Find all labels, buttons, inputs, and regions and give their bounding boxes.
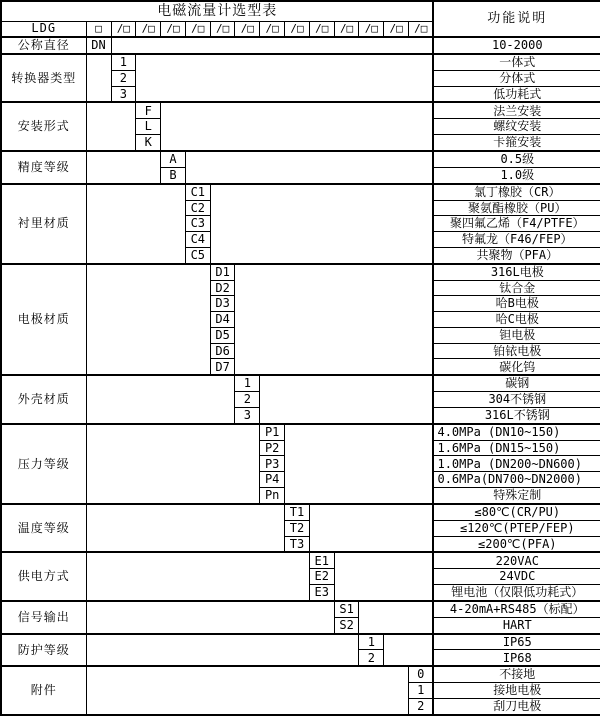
title-row — [1, 1, 600, 21]
category-row — [1, 54, 600, 70]
category-row — [1, 552, 600, 568]
category-label: 精度等级 — [1, 151, 86, 184]
option-code: 0 — [409, 666, 434, 682]
option-desc: 4-20mA+RS485（标配） — [433, 601, 600, 617]
category-label: 公称直径 — [1, 37, 86, 54]
option-desc: 哈C电极 — [433, 312, 600, 328]
option-desc: 法兰安装 — [433, 102, 600, 118]
model-slot: /□ — [185, 21, 210, 37]
option-desc: 铂铱电极 — [433, 343, 600, 359]
option-desc: 接地电极 — [433, 683, 600, 699]
spacer-cell — [86, 54, 111, 103]
option-desc: 分体式 — [433, 70, 600, 86]
spacer-cell — [309, 504, 433, 553]
model-prefix: LDG — [1, 21, 86, 37]
option-desc: 10-2000 — [433, 37, 600, 54]
option-desc: 低功耗式 — [433, 86, 600, 102]
option-desc: 聚氨酯橡胶（PU） — [433, 200, 600, 216]
option-code: D1 — [210, 264, 235, 280]
option-code: D5 — [210, 327, 235, 343]
option-desc: 0.6MPa(DN700~DN2000) — [433, 472, 600, 488]
option-code: 2 — [111, 70, 136, 86]
spacer-cell — [384, 634, 434, 667]
spacer-cell — [111, 37, 433, 54]
option-code: P1 — [260, 424, 285, 440]
option-code: D7 — [210, 359, 235, 375]
category-label: 信号输出 — [1, 601, 86, 634]
spacer-cell — [161, 102, 434, 151]
option-desc: 1.6MPa (DN15~150) — [433, 440, 600, 456]
option-desc: ≤200℃(PFA) — [433, 536, 600, 552]
spacer-cell — [86, 375, 235, 424]
category-label: 安装形式 — [1, 102, 86, 151]
option-code: C4 — [185, 232, 210, 248]
model-slot: /□ — [111, 21, 136, 37]
option-desc: 哈B电极 — [433, 296, 600, 312]
option-code: 3 — [111, 86, 136, 102]
model-box: □ — [86, 21, 111, 37]
category-label: 电极材质 — [1, 264, 86, 376]
option-code: D3 — [210, 296, 235, 312]
option-code: 2 — [235, 392, 260, 408]
option-desc: 碳化钨 — [433, 359, 600, 375]
option-desc: 304不锈钢 — [433, 392, 600, 408]
model-slot: /□ — [359, 21, 384, 37]
model-slot: /□ — [161, 21, 186, 37]
function-header: 功能说明 — [433, 1, 600, 37]
option-code: C1 — [185, 184, 210, 200]
option-code: D2 — [210, 280, 235, 296]
option-code: D4 — [210, 312, 235, 328]
option-code: 2 — [409, 698, 434, 715]
option-desc: 钽电极 — [433, 327, 600, 343]
option-code: A — [161, 151, 186, 167]
option-code: P3 — [260, 456, 285, 472]
option-desc: 一体式 — [433, 54, 600, 70]
page-title: 电磁流量计选型表 — [1, 1, 433, 21]
spacer-cell — [210, 184, 433, 264]
category-row — [1, 601, 600, 617]
option-code: D6 — [210, 343, 235, 359]
spacer-cell — [86, 424, 260, 504]
spacer-cell — [86, 504, 285, 553]
option-desc: 316L不锈钢 — [433, 407, 600, 423]
option-code: DN — [86, 37, 111, 54]
option-code: T2 — [285, 520, 310, 536]
option-code: 1 — [111, 54, 136, 70]
category-label: 附件 — [1, 666, 86, 715]
option-desc: 4.0MPa (DN10~150) — [433, 424, 600, 440]
spacer-cell — [359, 601, 434, 634]
option-code: 1 — [409, 683, 434, 699]
option-code: C5 — [185, 247, 210, 263]
spacer-cell — [86, 264, 210, 376]
option-desc: ≤80℃(CR/PU) — [433, 504, 600, 520]
category-row — [1, 634, 600, 650]
option-desc: 24VDC — [433, 569, 600, 585]
model-slot: /□ — [334, 21, 359, 37]
spacer-cell — [185, 151, 433, 184]
category-row — [1, 151, 600, 167]
category-label: 外壳材质 — [1, 375, 86, 424]
option-code: F — [136, 102, 161, 118]
option-desc: 1.0级 — [433, 167, 600, 183]
option-code: P2 — [260, 440, 285, 456]
option-code: E2 — [309, 569, 334, 585]
spacer-cell — [86, 634, 359, 667]
category-row — [1, 37, 600, 54]
option-code: T1 — [285, 504, 310, 520]
option-desc: 卡箍安装 — [433, 135, 600, 151]
spacer-cell — [86, 151, 161, 184]
category-row — [1, 102, 600, 118]
category-row — [1, 184, 600, 200]
category-label: 防护等级 — [1, 634, 86, 667]
category-label: 供电方式 — [1, 552, 86, 601]
model-slot: /□ — [309, 21, 334, 37]
option-desc: 1.0MPa (DN200~DN600) — [433, 456, 600, 472]
option-desc: HART — [433, 617, 600, 633]
option-code: C2 — [185, 200, 210, 216]
option-code: Pn — [260, 488, 285, 504]
category-row — [1, 375, 600, 391]
category-label: 转换器类型 — [1, 54, 86, 103]
option-desc: 共聚物（PFA） — [433, 247, 600, 263]
option-desc: 0.5级 — [433, 151, 600, 167]
model-slot: /□ — [136, 21, 161, 37]
model-slot: /□ — [210, 21, 235, 37]
category-row — [1, 504, 600, 520]
option-desc: 氯丁橡胶（CR） — [433, 184, 600, 200]
option-code: S2 — [334, 617, 359, 633]
category-label: 压力等级 — [1, 424, 86, 504]
spacer-cell — [334, 552, 433, 601]
option-desc: 钛合金 — [433, 280, 600, 296]
option-desc: 锂电池（仅限低功耗式） — [433, 585, 600, 601]
option-desc: ≤120℃(PTEP/FEP) — [433, 520, 600, 536]
option-desc: 特殊定制 — [433, 488, 600, 504]
option-code: E3 — [309, 585, 334, 601]
model-slot: /□ — [285, 21, 310, 37]
spacer-cell — [86, 184, 185, 264]
spacer-cell — [86, 552, 309, 601]
option-desc: 螺纹安装 — [433, 119, 600, 135]
option-code: L — [136, 119, 161, 135]
category-label: 衬里材质 — [1, 184, 86, 264]
model-slot: /□ — [409, 21, 434, 37]
spacer-cell — [260, 375, 434, 424]
option-code: 2 — [359, 650, 384, 666]
category-row — [1, 264, 600, 280]
option-code: C3 — [185, 216, 210, 232]
model-slot: /□ — [384, 21, 409, 37]
option-desc: 特氟龙（F46/FEP） — [433, 232, 600, 248]
category-label: 温度等级 — [1, 504, 86, 553]
spacer-cell — [86, 666, 409, 715]
option-code: E1 — [309, 552, 334, 568]
option-code: 1 — [359, 634, 384, 650]
option-code: P4 — [260, 472, 285, 488]
spacer-cell — [285, 424, 434, 504]
option-code: S1 — [334, 601, 359, 617]
option-code: T3 — [285, 536, 310, 552]
option-desc: 碳钢 — [433, 375, 600, 391]
option-desc: IP68 — [433, 650, 600, 666]
model-slot: /□ — [260, 21, 285, 37]
spacer-cell — [86, 102, 136, 151]
option-desc: 316L电极 — [433, 264, 600, 280]
option-desc: 聚四氟乙烯（F4/PTFE） — [433, 216, 600, 232]
option-desc: 220VAC — [433, 552, 600, 568]
spacer-cell — [86, 601, 334, 634]
model-slot: /□ — [235, 21, 260, 37]
option-desc: 刮刀电极 — [433, 698, 600, 715]
category-row — [1, 424, 600, 440]
option-code: B — [161, 167, 186, 183]
option-desc: IP65 — [433, 634, 600, 650]
option-desc: 不接地 — [433, 666, 600, 682]
option-code: 3 — [235, 407, 260, 423]
option-code: K — [136, 135, 161, 151]
spacer-cell — [136, 54, 434, 103]
category-row — [1, 666, 600, 682]
option-code: 1 — [235, 375, 260, 391]
spacer-cell — [235, 264, 434, 376]
